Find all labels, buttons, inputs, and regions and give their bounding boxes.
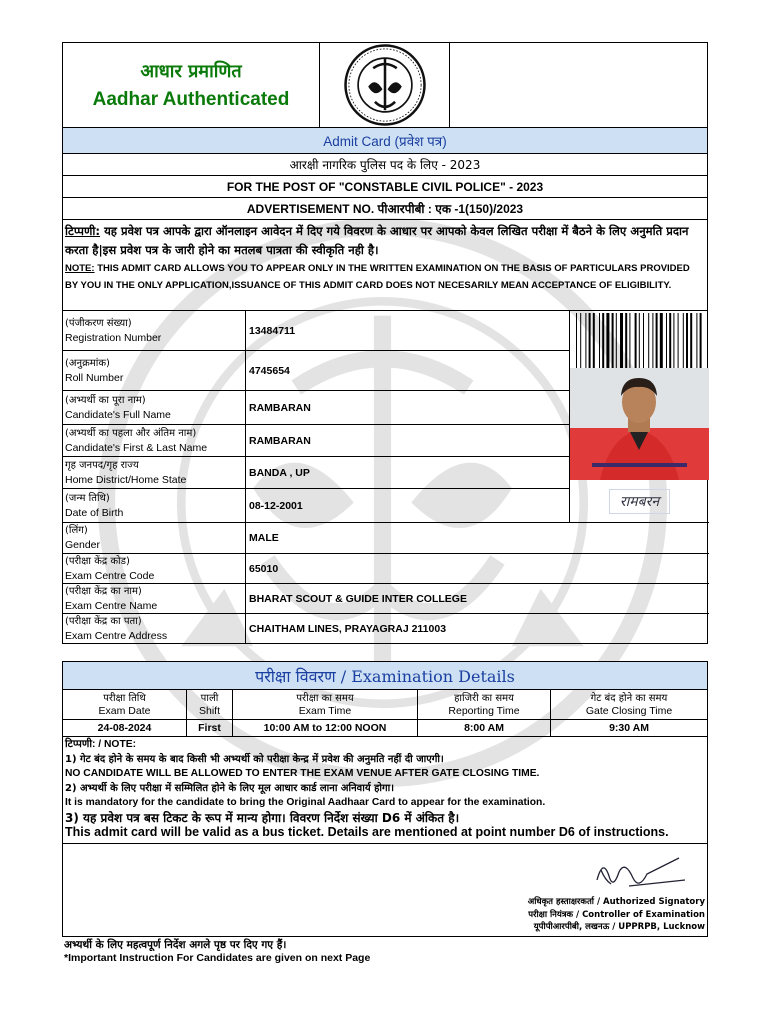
board-logo-icon [343,43,427,127]
controller-of-examination: परीक्षा नियंत्रक / Controller of Examination [528,909,705,920]
authority-signature [589,850,689,896]
column-header-en: Reporting Time [418,705,550,720]
detail-row-registration [63,311,570,351]
post-title-hindi: आरक्षी नागरिक पुलिस पद के लिए - 2023 [62,154,708,176]
exam-time-value: 10:00 AM to 12:00 NOON [263,722,387,734]
barcode-bar [580,313,581,369]
detail-row-home [63,457,570,489]
exam-notes [63,737,707,841]
candidate-details-table [62,311,708,644]
reporting-time-value: 8:00 AM [464,722,504,734]
column-header-hi: परीक्षा तिथि [103,693,146,704]
logo-cell [320,43,450,127]
note-hindi-text: यह प्रवेश पत्र आपके द्वारा ऑनलाइन आवेदन में दिए गये विवरण के आधार पर आपको केवल लिखित परीक्षा में बैठने के लिए अनुमति प्रदान करता है|इस प्रवेश पत्र के जारी होने का मतलब पात्रता की स्वीकृति नही है। [65,224,689,257]
exam-note-2-hi: 2) अभ्यर्थी के लिए परीक्षा में सम्मिलित होने के लिए मूल आधार कार्ड लाना अनिवार्य होगा। [65,782,395,794]
detail-row-centre-address [63,614,709,644]
aadhar-authenticated-hindi: आधार प्रमाणित [140,61,242,82]
admit-card-title: Admit Card (प्रवेश पत्र) [62,128,708,154]
aadhar-authenticated-english: Aadhar Authenticated [92,89,290,110]
barcode-bar [593,313,595,369]
barcode-bar [620,313,623,369]
detail-label: गृह जनपद/गृह राज्य Home District/Home State [63,457,246,488]
barcode-bar [683,313,684,369]
authority-block [528,896,705,934]
detail-row-centre-name [63,584,709,614]
detail-row-centre-code [63,554,709,584]
column-header-hi: हाजिरी का समय [454,693,514,704]
candidate-photo [570,368,709,480]
column-header-en: Shift [187,705,232,720]
barcode-bar [576,313,577,369]
roll-number-value: 4745654 [246,351,570,390]
detail-row-dob [63,489,570,523]
photo-signature-box [570,311,709,523]
centre-code-value: 65010 [249,562,279,575]
registration-number-value: 13484711 [246,311,570,350]
barcode-bar [625,313,627,369]
barcode [572,313,706,369]
column-header-hi: परीक्षा का समय [296,693,354,704]
centre-address-value: CHAITHAM LINES, PRAYAGRAJ 211003 [249,623,447,635]
full-name-value: RAMBARAN [246,391,570,424]
detail-label: (लिंग) Gender [63,523,246,553]
detail-label: (परीक्षा केंद्र का पता) Exam Centre Address [63,614,246,644]
detail-row-full-name [63,391,570,425]
footer-instruction-hindi: अभ्यर्थी के लिए महत्वपूर्ण निर्देश अगले पृष्ठ पर दिए गए हैं। [64,939,287,951]
home-district-value: BANDA , UP [246,457,570,488]
note-english-text: THIS ADMIT CARD ALLOWS YOU TO APPEAR ONLY IN THE WRITTEN EXAMINATION ON THE BASIS OF PARTICULARS PROVIDED BY YOU IN THE ONLY APPLICATION,ISSUANCE OF THIS ADMIT CARD DOES NOT NECESARILY MEAN ACCEPTANCE OF ELIGIBILITY. [65,263,690,291]
centre-name-value: BHARAT SCOUT & GUIDE INTER COLLEGE [249,592,467,605]
barcode-bar [589,313,591,369]
detail-label: (परीक्षा केंद्र का नाम) Exam Centre Name [63,584,246,613]
exam-details-title: परीक्षा विवरण / Examination Details [63,662,707,690]
board-name: यूपीपीआरपीबी, लखनऊ / UPPRPB, Lucknow [533,922,705,932]
advertisement-number: ADVERTISEMENT NO. पीआरपीबी : एक -1(150)/2023 [62,198,708,220]
exam-note-1-en: NO CANDIDATE WILL BE ALLOWED TO ENTER THE EXAM VENUE AFTER GATE CLOSING TIME. [65,768,540,779]
detail-label: (पंजीकरण संख्या) Registration Number [63,311,246,350]
exam-date-column [63,690,187,736]
barcode-bar [599,313,600,369]
barcode-bar [616,313,617,369]
column-header-hi: पाली [200,693,219,704]
note-hindi [65,222,705,260]
reporting-time-column [418,690,551,736]
barcode-bar [643,313,644,369]
shift-value: First [198,722,221,734]
dob-value: 08-12-2001 [246,489,570,522]
barcode-bar [635,313,637,369]
barcode-bar [696,313,697,369]
column-header-en: Exam Time [233,705,417,720]
barcode-bar [669,313,671,369]
barcode-bar [639,313,640,369]
first-last-name-value: RAMBARAN [246,425,570,456]
exam-time-column [233,690,418,736]
header-empty-cell [450,43,707,127]
barcode-bar [678,313,679,369]
barcode-bar [660,313,663,369]
gender-value: MALE [249,532,279,544]
exam-note-2-en: It is mandatory for the candidate to bring the Original Aadhaar Card to appear for the examination. [65,797,546,808]
exam-date-value: 24-08-2024 [97,722,152,734]
gate-closing-column [551,690,707,736]
detail-row-roll [63,351,570,391]
note-english-label: NOTE: [65,263,95,274]
barcode-bar [612,313,614,369]
shift-column [187,690,233,736]
column-header-en: Gate Closing Time [551,705,707,720]
barcode-bar [652,313,653,369]
note-english [65,260,705,294]
detail-row-gender [63,523,709,554]
candidate-signature [570,480,709,522]
barcode-bar [629,313,630,369]
barcode-bar [686,313,688,369]
header [62,42,708,128]
barcode-bar [656,313,658,369]
barcode-bar [602,313,604,369]
authority-signature-area [63,843,707,937]
aadhar-badge [63,43,320,127]
detail-label: (परीक्षा केंद्र कोड) Exam Centre Code [63,554,246,583]
detail-row-first-last-name [63,425,570,457]
detail-label: (जन्म तिथि) Date of Birth [63,489,246,522]
exam-note-label: टिप्पणी: / NOTE: [65,739,137,750]
note-block [62,220,708,311]
detail-label: (अनुक्रमांक) Roll Number [63,351,246,390]
exam-note-3-en: This admit card will be valid as a bus ticket. Details are mentioned at point number D6 of instructions. [65,825,669,839]
authorized-signatory: अधिकृत हस्ताक्षरकर्ता / Authorized Signatory [527,897,705,907]
barcode-bar [700,313,702,369]
column-header-en: Exam Date [63,705,186,720]
candidate-signature-text: रामबरन [609,489,670,514]
detail-label: (अभ्यर्थी का पहला और अंतिम नाम) Candidate's First & Last Name [63,425,246,456]
barcode-bar [666,313,667,369]
exam-note-3-hi: 3) यह प्रवेश पत्र बस टिकट के रूप में मान्य होगा। विवरण निर्देश संख्या D6 में अंकित है। [65,810,460,825]
barcode-bar [690,313,692,369]
barcode-bar [673,313,674,369]
gate-closing-value: 9:30 AM [609,722,649,734]
barcode-bar [585,313,586,369]
detail-label: (अभ्यर्थी का पूरा नाम) Candidate's Full Name [63,391,246,424]
examination-details [62,661,708,937]
footer-instruction-english: *Important Instruction For Candidates are given on next Page [64,952,371,964]
post-title-english: FOR THE POST OF "CONSTABLE CIVIL POLICE" - 2023 [62,176,708,198]
exam-schedule-table [63,690,707,737]
exam-note-1-hi: 1) गेट बंद होने के समय के बाद किसी भी अभ्यर्थी को परीक्षा केन्द्र में प्रवेश की अनुमति नहीं दी जाएगी। [65,753,444,765]
barcode-bar [648,313,649,369]
column-header-hi: गेट बंद होने का समय [590,693,668,704]
note-hindi-label: टिप्पणी: [65,224,101,238]
barcode-bar [606,313,609,369]
